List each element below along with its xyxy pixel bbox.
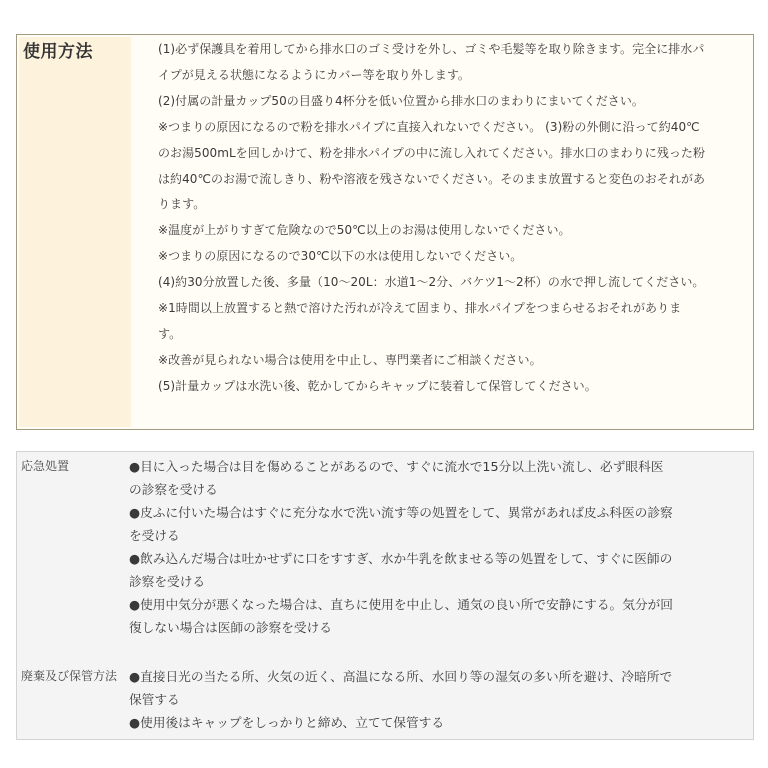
usage-text-line: (2)付属の計量カップ50の目盛り4杯分を低い位置から排水口のまわりにまいてください。 — [158, 93, 644, 108]
usage-text-line: ※改善が見られない場合は使用を中止し、専門業者にご相談ください。 — [158, 352, 542, 367]
usage-text-line: ※1時間以上放置すると熱で溶けた汚れが冷えて固まり、排水パイプをつまらせるおそれがありま — [158, 301, 682, 316]
usage-text-line: ※つまりの原因になるので粉を排水パイプに直接入れないでください。 (3)粉の外側に沿って約40℃ — [158, 119, 700, 134]
usage-title: 使用方法 — [23, 42, 93, 62]
first-aid-text-line: ●使用中気分が悪くなった場合は、直ちに使用を中止し、通気の良い所で安静にする。気分が回 — [129, 597, 673, 612]
usage-instructions-table — [16, 34, 754, 430]
usage-text-line: (1)必ず保護具を着用してから排水口のゴミ受けを外し、ゴミや毛髪等を取り除きます。完全に排水パ — [158, 42, 705, 56]
usage-text-line: (4)約30分放置した後、多量（10～20L：水道1～2分、バケツ1～2杯）の水で押し流してください。 — [158, 275, 705, 290]
first-aid-text-line: ●目に入った場合は目を傷めることがあるので、すぐに流水で15分以上洗い流し、必ず眼科医 — [129, 459, 664, 474]
storage-text-line: ●使用後はキャップをしっかりと締め、立てて保管する — [129, 715, 445, 730]
first-aid-text-line: 復しない場合は医師の診察を受ける — [129, 620, 332, 635]
usage-text-line: は約40℃のお湯で流しきり、粉や溶液を残さないでください。そのまま放置すると変色のおそれがあ — [158, 171, 706, 186]
storage-body — [129, 665, 749, 734]
usage-text-line: ※温度が上がりすぎて危険なので50℃以上のお湯は使用しないでください。 — [158, 223, 571, 238]
usage-text-line: す。 — [158, 326, 182, 341]
first-aid-body — [129, 455, 749, 639]
usage-label-cell — [19, 37, 131, 427]
first-aid-text-line: ●飲み込んだ場合は吐かせずに口をすすぎ、水か牛乳を飲ませる等の処置をして、すぐに医師の — [129, 551, 673, 566]
first-aid-text-line: の診察を受ける — [129, 482, 218, 497]
first-aid-text-line: 診察を受ける — [129, 574, 206, 589]
usage-text-line: イプが見える状態になるようにカバー等を取り外します。 — [158, 67, 470, 82]
usage-text-line: のお湯500mLを回しかけて、粉を排水パイプの中に流し入れてください。排水口のまわりに残った粉 — [158, 145, 706, 160]
first-aid-text-line: を受ける — [129, 528, 180, 543]
precautions-table — [16, 451, 754, 740]
usage-body — [158, 37, 746, 400]
first-aid-text-line: ●皮ふに付いた場合はすぐに充分な水で洗い流す等の処置をして、異常があれば皮ふ科医の診察 — [129, 505, 673, 520]
usage-text-line: (5)計量カップは水洗い後、乾かしてからキャップに装着して保管してください。 — [158, 378, 597, 393]
storage-text-line: ●直接日光の当たる所、火気の近く、高温になる所、水回り等の湿気の多い所を避け、冷暗所で — [129, 669, 673, 684]
storage-label: 廃棄及び保管方法 — [21, 669, 118, 683]
first-aid-label: 応急処置 — [21, 459, 70, 473]
usage-text-line: ります。 — [158, 197, 206, 212]
usage-text-line: ※つまりの原因になるので30℃以下の水は使用しないでください。 — [158, 249, 523, 264]
storage-text-line: 保管する — [129, 692, 180, 707]
